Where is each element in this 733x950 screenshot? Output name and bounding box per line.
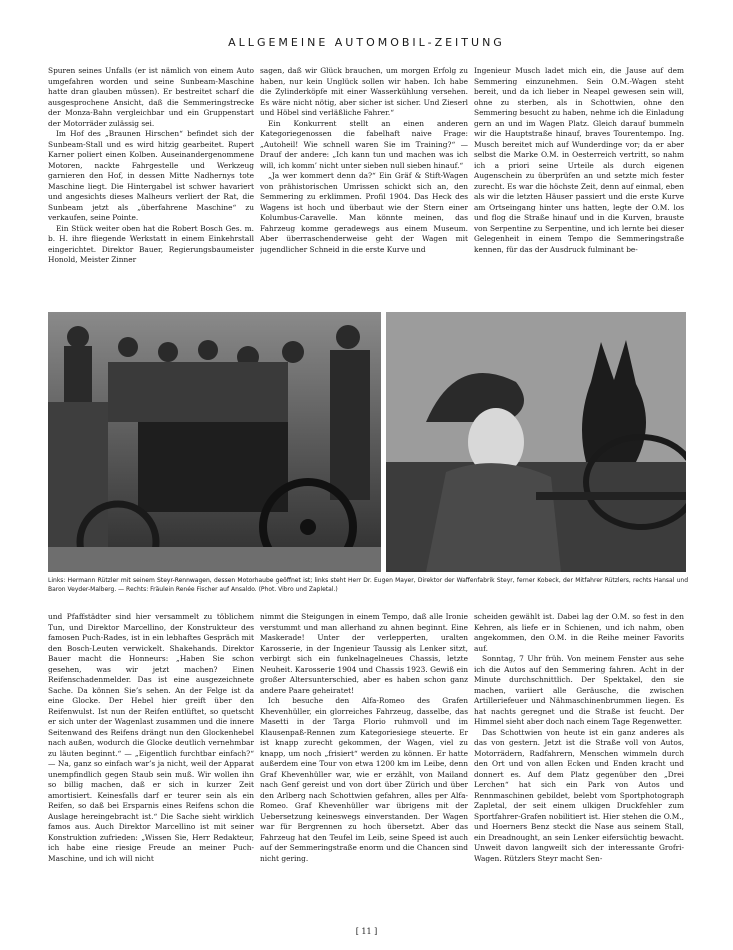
masthead: ALLGEMEINE AUTOMOBIL-ZEITUNG bbox=[228, 36, 505, 49]
text-column-top-3 bbox=[474, 66, 684, 306]
paragraph: Ingenieur Musch ladet mich ein, die Jause auf dem Semmering einzunehmen. Sein O.M.-Wagen steht bereit, und da ich lieber in Neapel gewesen sein will, ohne zu sterben, als in Schottwien, ohne den Semmering besucht zu haben, nehme ich die Einladung gern an und im Wagen Platz. Gleich darauf bummeln wir die Hauptstraße hinauf, braves Tourentempo. Ing. Musch bereitet mich auf Wunderdinge vor; da er aber selbst die Marke O.M. in Oesterreich vertritt, so nahm ich a priori seine Urteile als durch eigenen Augenschein zu überprüfen an und setzte mich fester zurecht. Es war die höchste Zeit, denn auf einmal, eben als wir die letzten Häuser passiert und die erste Kurve am Ortseingang hinter uns hatten, legte der O.M. los und flog die Straße hinauf und in die Kurven, brauste von Serpentine zu Serpentine, und ich lernte bei dieser Gelegenheit in einem Tempo die Semmeringstraße kennen, für das der Ausdruck fulminant be- bbox=[474, 66, 684, 254]
photo-steyr-race-car bbox=[48, 312, 381, 572]
text-column-top-2 bbox=[260, 66, 468, 306]
photo-caption: Links: Hermann Rützler mit seinem Steyr-Rennwagen, dessen Motorhaube geöffnet ist; links steht Herr Dr. Eugen Mayer, Direktor der Waffenfabrik Steyr, ferner Kobeck, der Mitfahrer Rützlers, rechts Hansal und Baron Veyder-Malberg. — Rechts: Fräulein Renée Fischer auf Ansaldo. (Phot. Vibro und Zapletal.) bbox=[48, 577, 688, 593]
paragraph: Ein Stück weiter oben hat die Robert Bosch Ges. m. b. H. ihre fliegende Werkstatt in einem Einkehrstall eingerichtet. Direktor Bauer, Regierungsbaumeister Honold, Meister Zinner bbox=[48, 223, 254, 264]
paragraph: sagen, daß wir Glück brauchen, um morgen Erfolg zu haben, nur kein Unglück sollen wir haben. Ich habe die Zylinderköpfe mit einer Wasserkühlung versehen. Es wäre nicht nötig, aber sicher ist sicher. Und Zieserl und Höbel sind verläßliche Fahrer.“ bbox=[260, 66, 468, 117]
paragraph: nimmt die Steigungen in einem Tempo, daß alle Ironie verstummt und man allerhand zu ahnen beginnt. Eine Maskerade! Unter der verlepperten, uralten Karosserie, in der Ingenieur Taussig als Lenker sitzt, verbirgt sich ein funkelnagelneues Chassis, letzte Neuheit. Karosserie 1904 und Chassis 1923. Gewiß ein großer Altersunterschied, aber es haben schon ganz andere Paare geheiratet! bbox=[260, 612, 468, 695]
paragraph: „Ja wer kommert denn da?“ Ein Gräf & Stift-Wagen von prähistorischen Umrissen schickt sich an, den Semmering zu erklimmen. Profil 1904. Das Heck des Wagens ist hoch und überbaut wie der Stern einer Kolumbus-Caravelle. Man könnte meinen, das Fahrzeug komme geradewegs aus einem Museum. Aber überraschenderweise geht der Wagen mit jugendlicher Schneid in die erste Kurve und bbox=[260, 171, 468, 254]
photo-renee-fischer-ansaldo bbox=[386, 312, 686, 572]
paragraph: Ein Konkurrent stellt an einen anderen Kategoriegenossen die fabelhaft naive Frage: „Autoheil! Wie schnell waren Sie im Training?“ — Drauf der andere: „Ich kann tun und machen was ich will, ich komm’ nicht unter sieben null sieben hinauf.“ bbox=[260, 118, 468, 170]
paragraph: Sonntag, 7 Uhr früh. Von meinem Fenster aus sehe ich die Autos auf den Semmering fahren. Acht in der Minute durchschnittlich. Der Spektakel, den sie machen, variiert alle Geräusche, die zwischen Artilleriefeuer und Nähmaschinenbrummen liegen. Es hat nachts geregnet und die Straße ist feucht. Der Himmel sieht aber doch nach einem Tage Regenwetter. bbox=[474, 654, 684, 726]
paragraph: Ich besuche den Alfa-Romeo des Grafen Khevenhüller, ein glorreiches Fahrzeug, dasselbe, das Masetti in der Targa Florio ruhmvoll und im Klausenpaß-Rennen zum Kategoriesiege steuerte. Er ist knapp zurecht gekommen, der Wagen, viel zu knapp, um noch „frisiert“ werden zu können. Er hatte außerdem eine Tour von etwa 1200 km im Leibe, denn Graf Khevenhüller war, wie er erzählt, von Mailand nach Genf gereist und von dort über Zürich und über den Arlberg nach Schottwien gefahren, alles per Alfa-Romeo. Graf Khevenhüller war übrigens mit der Uebersetzung keineswegs einverstanden. Der Wagen war für Bergrennen zu hoch übersetzt. Aber das Fahrzeug hat den Teufel im Leib, seine Speed ist auch auf der Semmeringstraße enorm und die Chancen sind nicht gering. bbox=[260, 696, 468, 863]
paragraph: scheiden gewählt ist. Dabei lag der O.M. so fest in den Kehren, als liefe er in Schienen, und ich nahm, oben angekommen, den O.M. in die Reihe meiner Favorits auf. bbox=[474, 612, 684, 653]
paragraph: und Pfaffstädter sind hier versammelt zu töblichem Tun, und Direktor Marcellino, der Konstrukteur des famosen Puch-Rades, ist in ein lebhaftes Gespräch mit den Bosch-Leuten verwickelt. Shakehands. Direktor Bauer macht die Honneurs: „Haben Sie schon gesehen, was wir jetzt machen? Einen Reifenschadenmelder. Das ist eine ausgezeichnete Sache. Da können Sie’s sehen. An der Felge ist da eine Glocke. Der Hebel hier greift über den Reifenwulst. Ist nun der Reifen entlüftet, so quetscht er sich unter der Wagenlast zusammen und die innere Seitenwand des Reifens drängt nun den Glockenhebel nach außen, wodurch die Glocke deutlich vernehmbar zu läuten beginnt.“ — „Eigentlich furchtbar einfach?“ — Na, ganz so einfach war’s ja nicht, weil der Apparat unempfindlich gegen Staub sein muß. Wir wollen ihn so billig machen, daß er sich in kurzer Zeit amortisiert. Keinesfalls darf er teurer sein als ein Reifen, so daß bei Ersparnis eines Reifens schon die Auslage hereingebracht ist.“ Die Sache sieht wirklich famos aus. Auch Direktor Marcellino ist mit seiner Konstruktion zufrieden: „Wissen Sie, Herr Redakteur, ich habe eine riesige Freude an meiner Puch-Maschine, und ich will nicht bbox=[48, 612, 254, 863]
paragraph: Spuren seines Unfalls (er ist nämlich von einem Auto umgefahren worden und seine Sunbeam-Maschine hatte dran glauben müssen). Er bestreitet scharf die ausgesprochene Ansicht, daß die Semmeringstrecke der Monza-Bahn vergleichbar und ein Gruppenstart der Motorräder zulässig sei. bbox=[48, 66, 254, 128]
text-column-bottom-3 bbox=[474, 612, 684, 912]
text-column-bottom-2 bbox=[260, 612, 468, 912]
text-column-bottom-1 bbox=[48, 612, 254, 912]
paragraph: Das Schottwien von heute ist ein ganz anderes als das von gestern. Jetzt ist die Straße voll von Autos, Motorrädern, Radfahrern, Menschen wimmeln durch den Ort und von allen Ecken und Enden kracht und donnert es. Auf dem Platz gegenüber den „Drei Lerchen“ hat sich ein Park von Autos und Rennmaschinen gebildet, belebt vom Sportphotograph Zapletal, der seit einem ulkigen Druckfehler zum Sportfahrer-Grafen nobilitiert ist. Hier stehen die O.M., und Hoerners Benz steckt die Nase aus seinem Stall, ein Dreadnought, an sein Lenker eifersüchtig bewacht. Unweit davon langweilt sich der interessante Grofri-Wagen. Rützlers Steyr macht Sen- bbox=[474, 727, 684, 863]
paragraph: Im Hof des „Braunen Hirschen“ befindet sich der Sunbeam-Stall und es wird hitzig gearbeitet. Rupert Karner poliert einen Kolben. Auseinandergenommene Motoren, nackte Fahrgestelle und Werkzeug garnieren den Hof, in dessen Mitte Nadhernys tote Maschine liegt. Die Hintergabel ist schwer havariert und angesichts dieses Malheurs verliert der Rat, die Sunbeam jetzt als „überfahrene Maschine“ zu verkaufen, seine Pointe. bbox=[48, 129, 254, 222]
text-column-top-1 bbox=[48, 66, 254, 306]
page-number: [ 11 ] bbox=[355, 927, 378, 936]
